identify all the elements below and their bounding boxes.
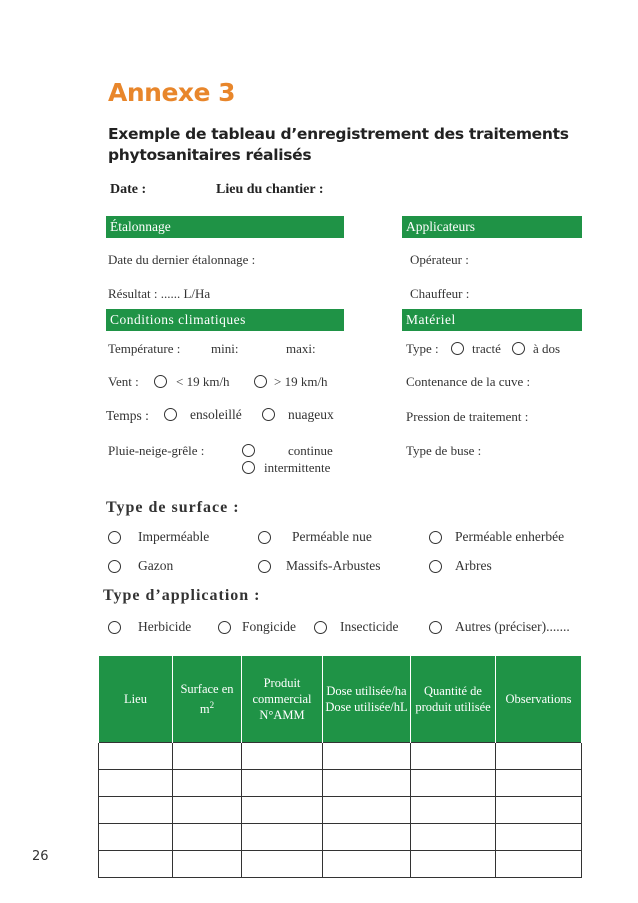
shrubs-label: Massifs-Arbustes: [286, 558, 381, 573]
table-cell[interactable]: [99, 770, 173, 797]
temps-label: Temps :: [106, 408, 149, 423]
table-cell[interactable]: [173, 797, 242, 824]
table-row: [99, 797, 582, 824]
temperature-maxi-label: maxi:: [286, 341, 316, 356]
fungicide-radio[interactable]: [218, 621, 231, 634]
herbicide-radio[interactable]: [108, 621, 121, 634]
table-cell[interactable]: [173, 851, 242, 878]
table-cell[interactable]: [496, 851, 582, 878]
table-header-row: [99, 656, 582, 743]
vent-label: Vent :: [108, 374, 139, 389]
col-header-observations: Observations: [496, 656, 582, 743]
col-header-surface-text: Surface en m: [180, 681, 234, 717]
other-label: Autres (préciser).......: [455, 619, 570, 634]
lieu-label: Lieu du chantier :: [216, 182, 324, 197]
table-cell[interactable]: [242, 797, 323, 824]
insecticide-radio[interactable]: [314, 621, 327, 634]
backpack-radio[interactable]: [512, 342, 525, 355]
table-cell[interactable]: [173, 770, 242, 797]
backpack-label: à dos: [533, 341, 561, 356]
impermeable-label: Imperméable: [138, 529, 210, 544]
table-cell[interactable]: [99, 824, 173, 851]
sunny-radio[interactable]: [164, 408, 177, 421]
col-header-product: Produit commercial N°AMM: [242, 656, 323, 743]
cloudy-label: nuageux: [288, 407, 334, 422]
last-calibration-date-label: Date du dernier étalonnage :: [108, 252, 256, 267]
cloudy-radio[interactable]: [262, 408, 275, 421]
table-row: [99, 824, 582, 851]
wind-low-label: < 19 km/h: [176, 374, 230, 389]
table-cell[interactable]: [99, 851, 173, 878]
temperature-mini-label: mini:: [211, 341, 239, 356]
material-type-label: Type :: [406, 341, 439, 356]
table-cell[interactable]: [411, 770, 496, 797]
etalonnage-header: Étalonnage: [106, 216, 344, 238]
intermittent-label: intermittente: [264, 460, 331, 475]
table-cell[interactable]: [99, 743, 173, 770]
continuous-label: continue: [288, 443, 333, 458]
surface-type-title: Type de surface :: [106, 499, 240, 516]
sunny-label: ensoleillé: [190, 407, 242, 422]
table-cell[interactable]: [242, 743, 323, 770]
table-cell[interactable]: [496, 770, 582, 797]
table-row: [99, 770, 582, 797]
rain-label: Pluie-neige-grêle :: [108, 443, 205, 458]
fungicide-label: Fongicide: [242, 619, 296, 634]
insecticide-label: Insecticide: [340, 619, 399, 634]
table-cell[interactable]: [496, 743, 582, 770]
materiel-header: Matériel: [402, 309, 582, 331]
calibration-result-label: Résultat : ...... L/Ha: [108, 286, 211, 301]
col-header-quantity: Quantité de produit utilisée: [411, 656, 496, 743]
col-header-dose: Dose utilisée/ha Dose utilisée/hL: [323, 656, 411, 743]
table-cell[interactable]: [242, 824, 323, 851]
applicateurs-header: Applicateurs: [402, 216, 582, 238]
table-cell[interactable]: [411, 797, 496, 824]
unit-superscript: 2: [209, 699, 215, 710]
table-cell[interactable]: [242, 851, 323, 878]
table-cell[interactable]: [173, 824, 242, 851]
trees-label: Arbres: [455, 558, 492, 573]
table-cell[interactable]: [323, 851, 411, 878]
towed-radio[interactable]: [451, 342, 464, 355]
permeable-grassed-label: Perméable enherbée: [455, 529, 565, 544]
table-cell[interactable]: [411, 851, 496, 878]
application-type-title: Type d’application :: [103, 587, 261, 604]
impermeable-radio[interactable]: [108, 531, 121, 544]
treatment-record-table: [98, 655, 582, 878]
trees-radio[interactable]: [429, 560, 442, 573]
wind-high-radio[interactable]: [254, 375, 267, 388]
continuous-radio[interactable]: [242, 444, 255, 457]
col-header-lieu: Lieu: [99, 656, 173, 743]
herbicide-label: Herbicide: [138, 619, 192, 634]
pressure-label: Pression de traitement :: [406, 409, 529, 424]
table-cell[interactable]: [323, 743, 411, 770]
table-cell[interactable]: [99, 797, 173, 824]
permeable-bare-radio[interactable]: [258, 531, 271, 544]
table-cell[interactable]: [411, 743, 496, 770]
shrubs-radio[interactable]: [258, 560, 271, 573]
permeable-grassed-radio[interactable]: [429, 531, 442, 544]
operateur-label: Opérateur :: [410, 252, 469, 267]
intermittent-radio[interactable]: [242, 461, 255, 474]
towed-label: tracté: [472, 341, 501, 356]
table-cell[interactable]: [323, 770, 411, 797]
annex-title: Annexe 3: [108, 78, 236, 107]
table-cell[interactable]: [496, 824, 582, 851]
table-cell[interactable]: [323, 797, 411, 824]
conditions-header: Conditions climatiques: [106, 309, 344, 331]
chauffeur-label: Chauffeur :: [410, 286, 470, 301]
table-cell[interactable]: [242, 770, 323, 797]
lawn-radio[interactable]: [108, 560, 121, 573]
date-label: Date :: [110, 182, 147, 197]
page-number: 26: [32, 849, 49, 864]
table-row: [99, 851, 582, 878]
table-cell[interactable]: [496, 797, 582, 824]
table-cell[interactable]: [411, 824, 496, 851]
nozzle-type-label: Type de buse :: [406, 443, 482, 458]
lawn-label: Gazon: [138, 558, 174, 573]
other-radio[interactable]: [429, 621, 442, 634]
tank-capacity-label: Contenance de la cuve :: [406, 374, 531, 389]
table-cell[interactable]: [173, 743, 242, 770]
table-cell[interactable]: [323, 824, 411, 851]
permeable-bare-label: Perméable nue: [292, 529, 372, 544]
wind-low-radio[interactable]: [154, 375, 167, 388]
col-header-surface: [173, 656, 242, 743]
temperature-label: Température :: [108, 341, 181, 356]
table-row: [99, 743, 582, 770]
page-subtitle: Exemple de tableau d’enregistrement des traitements phytosanitaires réalisés: [108, 125, 569, 164]
wind-high-label: > 19 km/h: [274, 374, 328, 389]
